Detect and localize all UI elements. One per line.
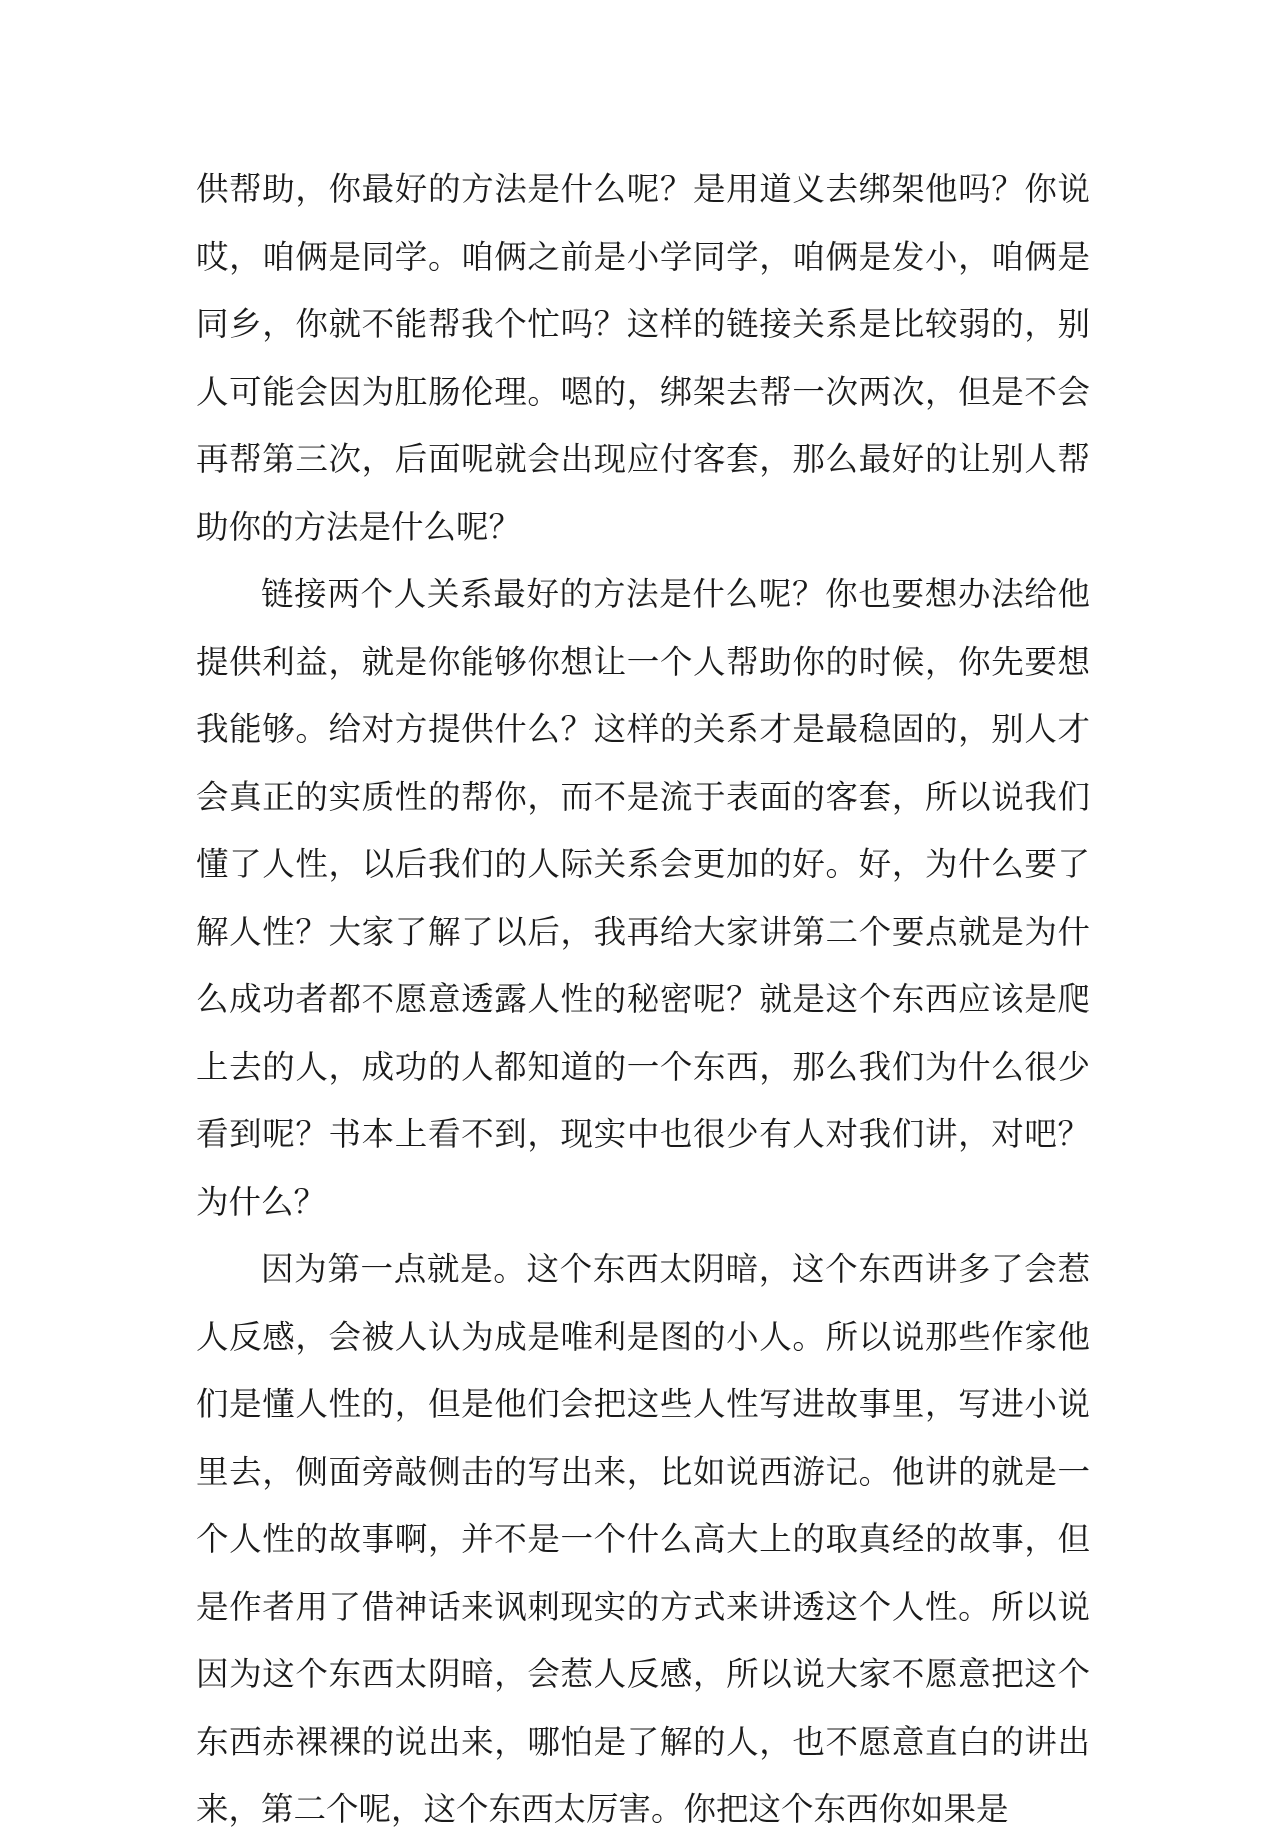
- paragraph-1: 供帮助，你最好的方法是什么呢？是用道义去绑架他吗？你说哎，咱俩是同学。咱俩之前是小学同学，咱俩是发小，咱俩是同乡，你就不能帮我个忙吗？这样的链接关系是比较弱的，别人可能会因为肛肠伦理。嗯的，绑架去帮一次两次，但是不会再帮第三次，后面呢就会出现应付客套，那么最好的让别人帮助你的方法是什么呢？: [196, 170, 1090, 546]
- body-text: [196, 156, 1090, 1844]
- paragraph-2: 链接两个人关系最好的方法是什么呢？你也要想办法给他提供利益，就是你能够你想让一个人帮助你的时候，你先要想我能够。给对方提供什么？这样的关系才是最稳固的，别人才会真正的实质性的帮你，而不是流于表面的客套，所以说我们懂了人性，以后我们的人际关系会更加的好。好，为什么要了解人性？大家了解了以后，我再给大家讲第二个要点就是为什么成功者都不愿意透露人性的秘密呢？就是这个东西应该是爬上去的人，成功的人都知道的一个东西，那么我们为什么很少看到呢？书本上看不到，现实中也很少有人对我们讲，对吧？为什么？: [196, 575, 1090, 1221]
- paragraph-3: 因为第一点就是。这个东西太阴暗，这个东西讲多了会惹人反感，会被人认为成是唯利是图的小人。所以说那些作家他们是懂人性的，但是他们会把这些人性写进故事里，写进小说里去，侧面旁敲侧击的写出来，比如说西游记。他讲的就是一个人性的故事啊，并不是一个什么高大上的取真经的故事，但是作者用了借神话来讽刺现实的方式来讲透这个人性。所以说因为这个东西太阴暗，会惹人反感，所以说大家不愿意把这个东西赤裸裸的说出来，哪怕是了解的人，也不愿意直白的讲出来，第二个呢，这个东西太厉害。你把这个东西你如果是: [196, 1250, 1090, 1828]
